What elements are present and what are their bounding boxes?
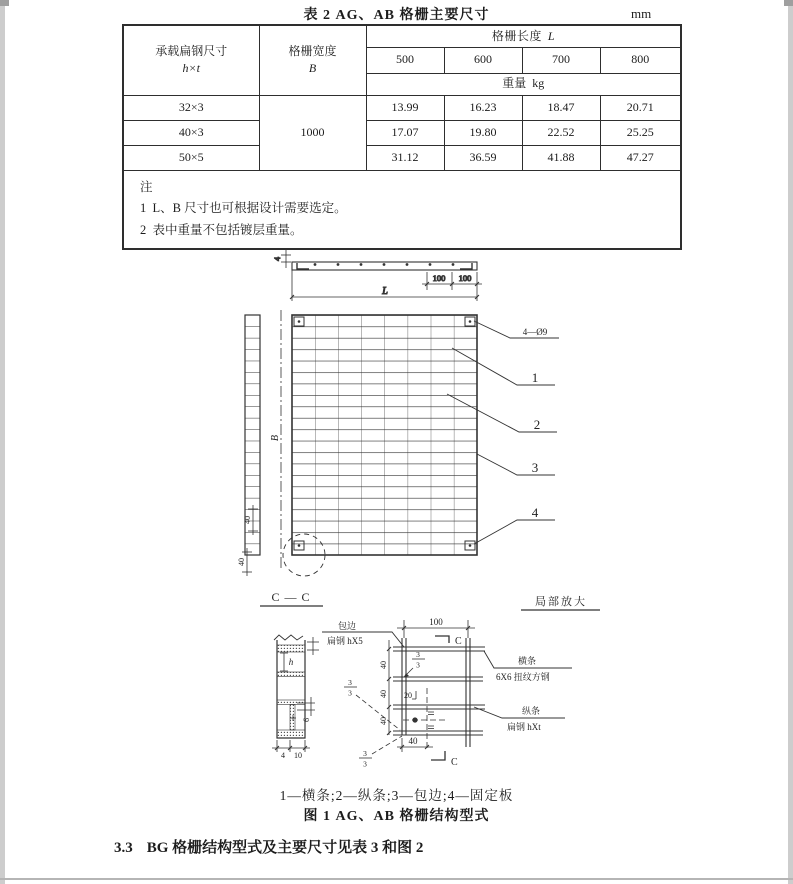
section-text: BG 格栅结构型式及主要尺寸见表 3 和图 2 bbox=[146, 840, 424, 856]
w-32-500: 13.99 bbox=[366, 95, 444, 120]
detail-dim-40-3: 40 bbox=[379, 717, 388, 725]
grating-grid bbox=[283, 315, 477, 576]
w-40-600: 19.80 bbox=[444, 120, 522, 145]
bolt-hole bbox=[412, 717, 417, 722]
dim-L: L bbox=[382, 286, 388, 297]
section-cc bbox=[260, 606, 323, 752]
header-bearing-bar-text: 承载扁钢尺寸 bbox=[155, 43, 228, 58]
dim-40-inner: 40 bbox=[243, 516, 252, 524]
top-view bbox=[273, 249, 482, 301]
dim-h: h bbox=[288, 657, 294, 667]
size-40x3: 40×3 bbox=[123, 120, 259, 145]
size-32x3: 32×3 bbox=[123, 95, 259, 120]
page-bottom-rule bbox=[0, 878, 793, 880]
w-40-500: 17.07 bbox=[366, 120, 444, 145]
width-1000: 1000 bbox=[259, 95, 366, 170]
dim-6: 6 bbox=[302, 718, 311, 722]
w-32-800: 20.71 bbox=[600, 95, 681, 120]
crossbar-label-line2: 6X6 扭纹方钢 bbox=[496, 672, 550, 682]
w-40-800: 25.25 bbox=[600, 120, 681, 145]
holes-label: 4—Ø9 bbox=[522, 327, 548, 337]
header-hxt: h×t bbox=[182, 61, 200, 76]
crossbar-label-line1: 横条 bbox=[517, 656, 537, 666]
detail-dim-40-2: 40 bbox=[379, 690, 388, 698]
w-32-600: 16.23 bbox=[444, 95, 522, 120]
note-2: 2 表中重量不包括镀层重量。 bbox=[140, 223, 303, 238]
header-bearing-bar bbox=[123, 25, 259, 95]
weld-symbol-2 bbox=[344, 687, 400, 730]
cut-letter-bottom: C bbox=[451, 757, 458, 768]
edge-label-line1: 包边 bbox=[337, 621, 357, 631]
w-32-700: 18.47 bbox=[522, 95, 600, 120]
section-number: 3.3 bbox=[114, 840, 133, 856]
cut-mark-top bbox=[435, 636, 449, 643]
table-notes bbox=[123, 170, 681, 249]
longbar-label-line1: 纵条 bbox=[521, 706, 541, 716]
figure-1-caption: 图 1 AG、AB 格栅结构型式 bbox=[303, 809, 490, 824]
dim-plate-4: 4 bbox=[273, 257, 282, 261]
table-row bbox=[123, 145, 681, 170]
cut-mark-bottom bbox=[431, 751, 445, 760]
top-view-rivets bbox=[314, 263, 455, 266]
figure-parts-caption: 1—横条;2—纵条;3—包边;4—固定板 bbox=[279, 788, 514, 803]
header-width-text: 格栅宽度 bbox=[288, 43, 337, 58]
figure-1-drawing bbox=[97, 248, 697, 782]
table-2 bbox=[122, 24, 680, 250]
dim-10: 10 bbox=[294, 751, 302, 760]
w-50-600: 36.59 bbox=[444, 145, 522, 170]
dim-4: 4 bbox=[281, 751, 285, 760]
longbar-label-line2: 扁钢 hXt bbox=[507, 722, 541, 732]
part-label-4: 4 bbox=[531, 505, 539, 520]
weld3-top: 3 bbox=[363, 749, 367, 758]
length-700: 700 bbox=[522, 47, 600, 73]
w-40-700: 22.52 bbox=[522, 120, 600, 145]
scan-edge-right bbox=[788, 0, 793, 884]
plate-thickness-dim bbox=[281, 249, 291, 268]
longbar-label-leader bbox=[474, 707, 565, 718]
weld3-bottom: 3 bbox=[363, 759, 367, 769]
notes-label: 注 bbox=[140, 179, 153, 194]
part-label-2: 2 bbox=[533, 417, 541, 432]
header-width bbox=[259, 25, 366, 95]
w-50-700: 41.88 bbox=[522, 145, 600, 170]
unit-label: mm bbox=[631, 6, 652, 21]
w-50-800: 47.27 bbox=[600, 145, 681, 170]
header-weight-text: 重量 bbox=[502, 76, 527, 91]
length-800: 800 bbox=[600, 47, 681, 73]
weld2-top: 3 bbox=[348, 678, 352, 687]
size-50x5: 50×5 bbox=[123, 145, 259, 170]
part-label-1: 1 bbox=[531, 370, 539, 385]
note-1: 1 L、B 尺寸也可根据设计需要选定。 bbox=[140, 201, 347, 216]
header-length-symbol: L bbox=[547, 28, 555, 43]
detail-title: 局部放大 bbox=[535, 596, 587, 608]
table-2-title: 表 2 AG、AB 格栅主要尺寸 bbox=[303, 8, 490, 23]
table-row bbox=[123, 95, 681, 120]
detail-view bbox=[322, 610, 600, 760]
dim-100-left: 100 bbox=[432, 273, 446, 283]
length-500: 500 bbox=[366, 47, 444, 73]
length-600: 600 bbox=[444, 47, 522, 73]
header-length bbox=[366, 25, 681, 47]
scan-edge-left bbox=[0, 0, 5, 884]
end-spacing-dims bbox=[422, 272, 482, 290]
part-label-3: 3 bbox=[531, 460, 539, 475]
table-row bbox=[123, 120, 681, 145]
detail-dim-40-1: 40 bbox=[379, 661, 388, 669]
detail-dim-20: 20 bbox=[404, 691, 412, 700]
detail-dim-40-bottom: 40 bbox=[408, 736, 418, 746]
cut-letter-top: C bbox=[455, 636, 462, 647]
header-length-text: 格栅长度 bbox=[491, 28, 542, 43]
weld2-bottom: 3 bbox=[348, 688, 352, 698]
header-b: B bbox=[308, 61, 317, 76]
weld-symbol-1 bbox=[404, 659, 425, 677]
edge-label-line2: 扁钢 hX5 bbox=[327, 636, 363, 646]
weld1-bottom: 3 bbox=[416, 660, 420, 670]
section-3-3-heading bbox=[114, 836, 423, 857]
section-cc-title: C — C bbox=[271, 590, 311, 604]
header-weight-unit: kg bbox=[532, 76, 545, 91]
dim-40-outer: 40 bbox=[237, 558, 246, 566]
detail-dim-100: 100 bbox=[429, 617, 443, 627]
dim-B: B bbox=[270, 434, 281, 442]
weld1-top: 3 bbox=[416, 650, 420, 659]
dim-100-right: 100 bbox=[458, 273, 472, 283]
w-50-500: 31.12 bbox=[366, 145, 444, 170]
header-weight bbox=[366, 73, 681, 95]
